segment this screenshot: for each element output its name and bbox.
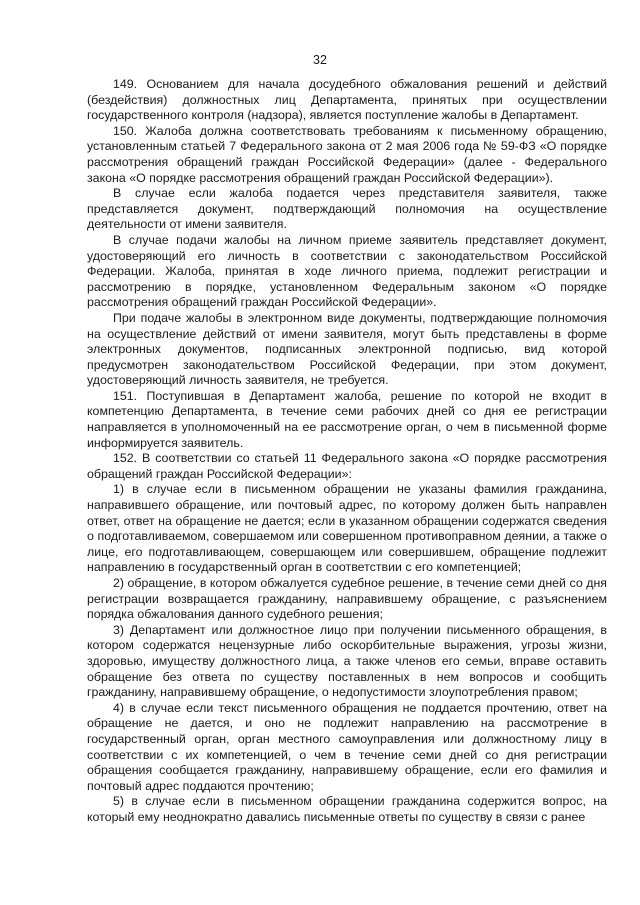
paragraph-149: 149. Основанием для начала досудебного обжалования решений и действий (бездействия) должностных лиц Департамента, принятых при осуществлении государственного контроля (надзора), является поступление жалобы в Департамент.: [87, 77, 607, 123]
list-item-1: 1) в случае если в письменном обращении не указаны фамилия гражданина, направившего обращение, или почтовый адрес, по которому должен быть направлен ответ, ответ на обращение не дается; если в указанном обращении содержатся сведения о подготавливаемом, совершаемом или совершенном противоправном деянии, а также о лице, его подготавливающем, совершающем или совершившем, обращение подлежит направлению в государственный орган в соответствии с его компетенцией;: [87, 482, 607, 575]
list-item-2: 2) обращение, в котором обжалуется судебное решение, в течение семи дней со дня регистрации возвращается гражданину, направившему обращение, с разъяснением порядка обжалования данного судебного решения;: [87, 576, 607, 622]
paragraph-152: 152. В соответствии со статьей 11 Федерального закона «О порядке рассмотрения обращений граждан Российской Федерации»:: [87, 451, 607, 481]
list-item-5: 5) в случае если в письменном обращении гражданина содержится вопрос, на который ему неоднократно давались письменные ответы по существу в связи с ранее: [87, 794, 607, 824]
paragraph-electronic-submission: При подаче жалобы в электронном виде документы, подтверждающие полномочия на осуществление действий от имени заявителя, могут быть представлены в форме электронных документов, подписанных электронной подписью, вид которой предусмотрен законодательством Российской Федерации, при этом документ, удостоверяющий личность заявителя, не требуется.: [87, 310, 607, 388]
paragraph-150: 150. Жалоба должна соответствовать требованиям к письменному обращению, установленным статьей 7 Федерального закона от 2 мая 2006 года № 59-ФЗ «О порядке рассмотрения обращений граждан Российской Федерации» (далее - Федерального закона «О порядке рассмотрения обращений граждан Российской Федерации»).: [87, 123, 607, 185]
list-item-4: 4) в случае если текст письменного обращения не поддается прочтению, ответ на обращение не дается, и оно не подлежит направлению на рассмотрение в государственный орган, орган местного самоуправления или должностному лицу в соответствии с их компетенцией, о чем в течение семи дней со дня регистрации обращения сообщается гражданину, направившему обращение, если его фамилия и почтовый адрес поддаются прочтению;: [87, 700, 607, 793]
paragraph-personal-reception: В случае подачи жалобы на личном приеме заявитель представляет документ, удостоверяющий его личность в соответствии с законодательством Российской Федерации. Жалоба, принятая в ходе личного приема, подлежит регистрации и рассмотрению в порядке, установленном Федеральным законом «О порядке рассмотрения обращений граждан Российской Федерации».: [87, 232, 607, 310]
page-number: 32: [313, 53, 327, 67]
paragraph-151: 151. Поступившая в Департамент жалоба, решение по которой не входит в компетенцию Департамента, в течение семи рабочих дней со дня ее регистрации направляется в уполномоченный на ее рассмотрение орган, о чем в письменной форме информируется заявитель.: [87, 388, 607, 450]
document-body: [87, 77, 607, 826]
paragraph-representative: В случае если жалоба подается через представителя заявителя, также представляется документ, подтверждающий полномочия на осуществление деятельности от имени заявителя.: [87, 186, 607, 232]
list-item-3: 3) Департамент или должностное лицо при получении письменного обращения, в котором содержатся нецензурные либо оскорбительные выражения, угрозы жизни, здоровью, имуществу должностного лица, а также членов его семьи, вправе оставить обращение без ответа по существу поставленных в нем вопросов и сообщить гражданину, направившему обращение, о недопустимости злоупотребления правом;: [87, 622, 607, 700]
